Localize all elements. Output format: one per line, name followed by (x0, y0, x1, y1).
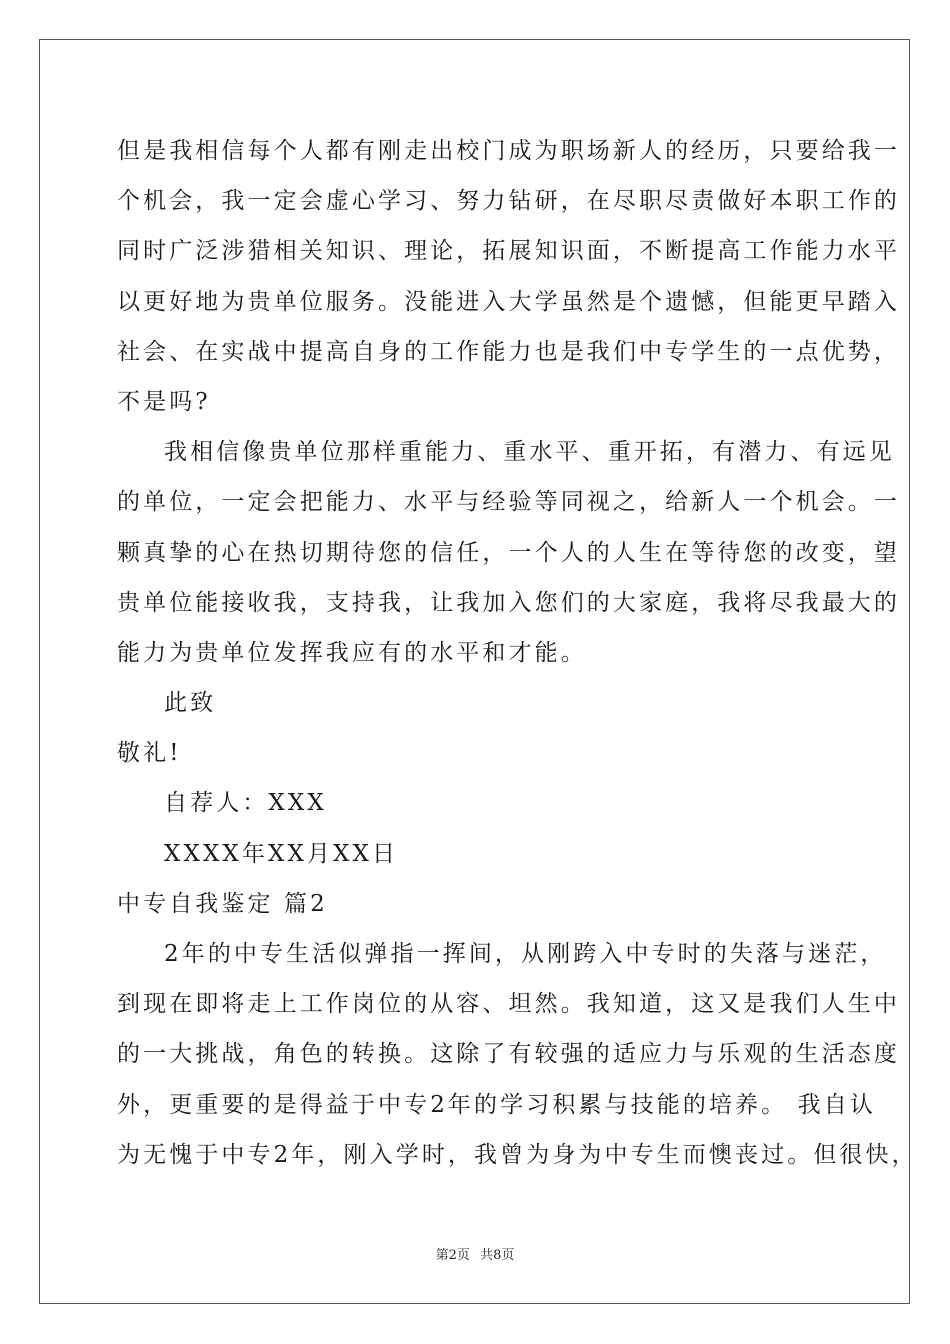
text-line: XXXX年XX月XX日 (164, 840, 399, 867)
text-line: 个机会，我一定会虚心学习、努力钻研，在尽职尽责做好本职工作的 (117, 188, 900, 215)
text-line: 敬礼! (117, 740, 182, 767)
text-line: 的单位，一定会把能力、水平与经验等同视之，给新人一个机会。一 (117, 489, 900, 516)
text-line: 为无愧于中专2年，刚入学时，我曾为身为中专生而懊丧过。但很快， (117, 1141, 918, 1168)
text-line: 中专自我鉴定 篇2 (117, 890, 328, 917)
page-number: 第2页 (435, 1248, 470, 1263)
page-footer (0, 1244, 950, 1263)
text-line: 2年的中专生活似弹指一挥间，从刚跨入中专时的失落与迷茫， (164, 941, 887, 967)
text-line: 的一大挑战，角色的转换。这除了有较强的适应力与乐观的生活态度 (117, 1041, 900, 1068)
text-line: 我相信像贵单位那样重能力、重水平、重开拓，有潜力、有远见 (164, 439, 895, 466)
text-line: 贵单位能接收我，支持我，让我加入您们的大家庭，我将尽我最大的 (117, 589, 900, 616)
text-line: 能力为贵单位发挥我应有的水平和才能。 (117, 639, 587, 666)
text-line: 以更好地为贵单位服务。没能进入大学虽然是个遗憾，但能更早踏入 (117, 288, 900, 315)
text-line: 自荐人：XXX (164, 790, 327, 817)
text-line: 不是吗? (117, 388, 211, 415)
text-line: 社会、在实战中提高自身的工作能力也是我们中专学生的一点优势， (117, 338, 900, 365)
text-line: 但是我相信每个人都有刚走出校门成为职场新人的经历，只要给我一 (117, 138, 900, 164)
text-line: 颗真挚的心在热切期待您的信任，一个人的人生在等待您的改变，望 (117, 539, 900, 566)
text-line: 到现在即将走上工作岗位的从容、坦然。我知道，这又是我们人生中 (117, 991, 900, 1018)
text-line: 此致 (164, 690, 217, 717)
page-total: 共8页 (480, 1248, 515, 1263)
text-line: 外，更重要的是得益于中专2年的学习积累与技能的培养。 我自认 (117, 1091, 876, 1118)
text-line: 同时广泛涉猎相关知识、理论，拓展知识面，不断提高工作能力水平 (117, 238, 900, 265)
document-body (117, 126, 918, 1180)
